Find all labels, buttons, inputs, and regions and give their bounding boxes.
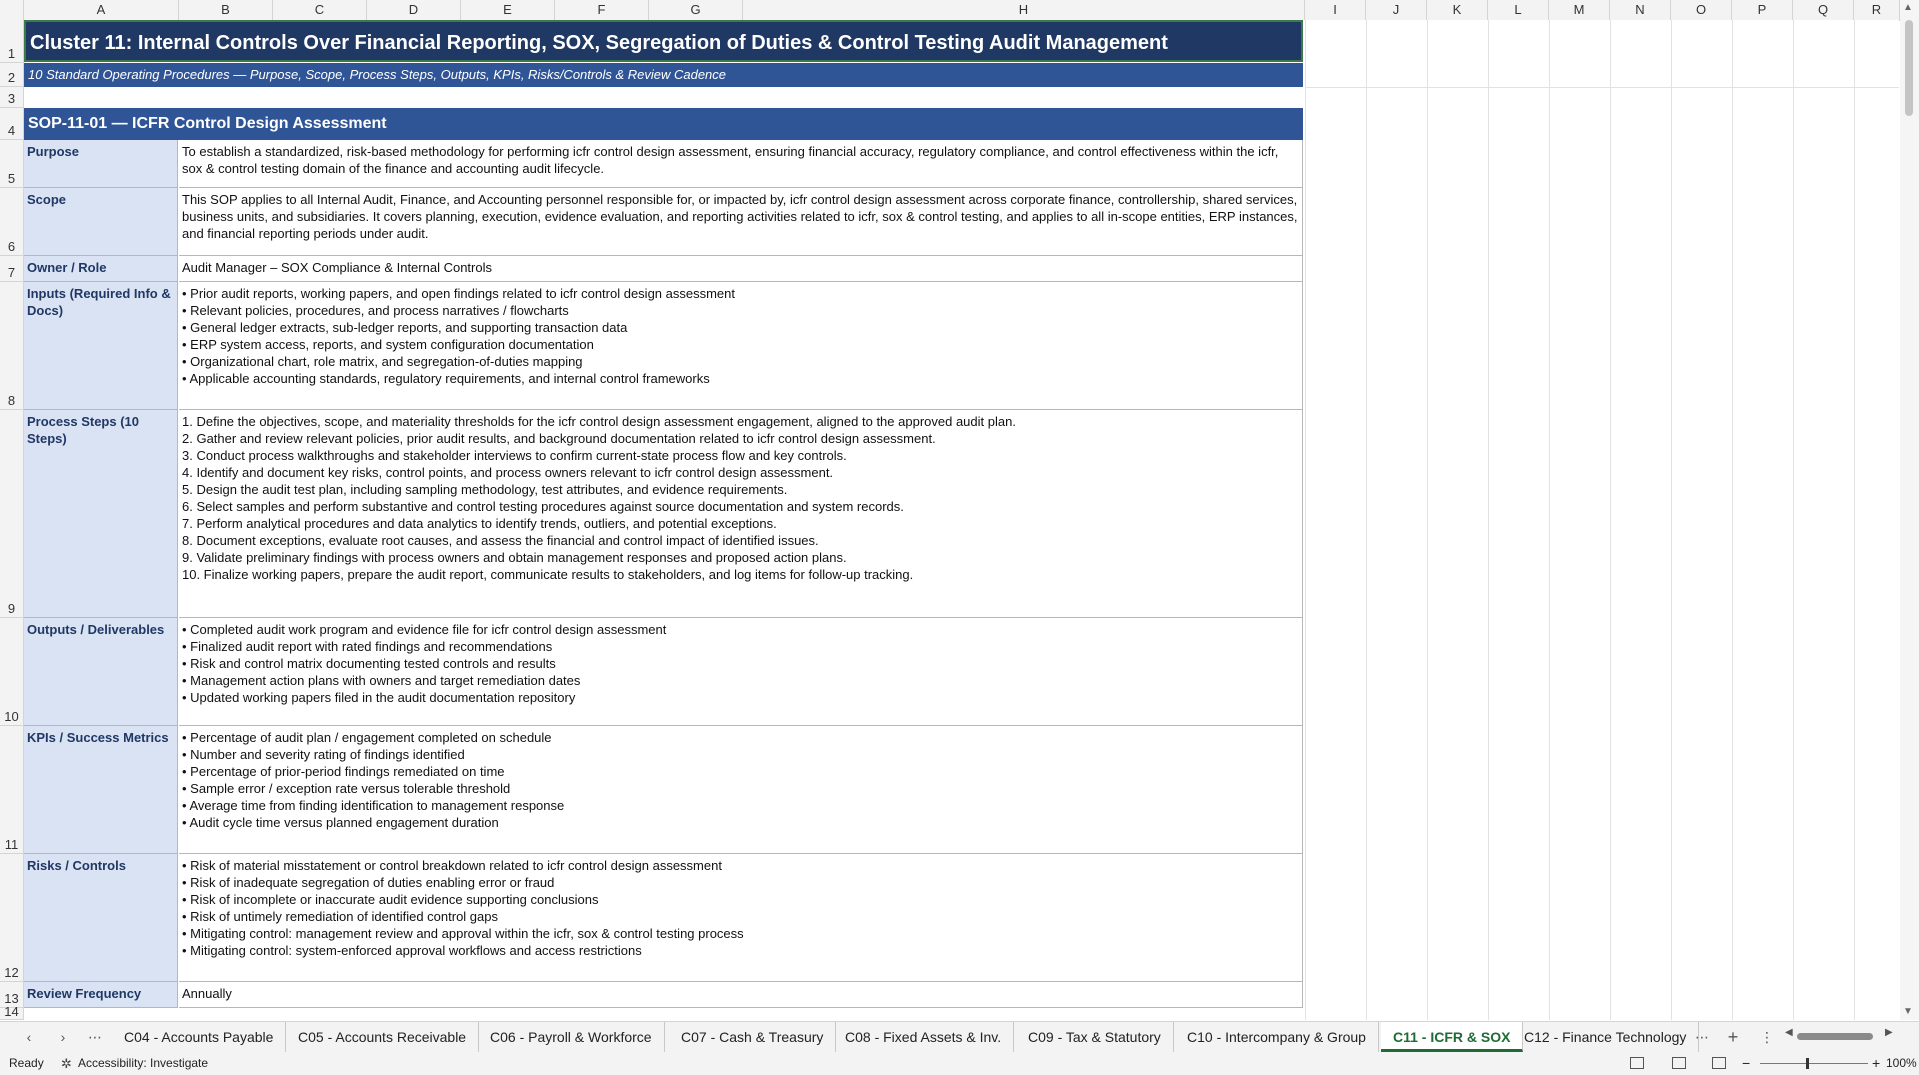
more-sheets-right-icon[interactable]: ⋯	[1695, 1029, 1709, 1045]
cell-text-line: 4. Identify and document key risks, control points, and process owners relevant to icfr control design assessment.	[182, 465, 834, 480]
select-all-corner[interactable]	[0, 0, 24, 20]
scroll-up-icon[interactable]: ▲	[1903, 2, 1913, 13]
gridline	[1305, 87, 1899, 88]
cell-text-line: • Audit cycle time versus planned engagement duration	[182, 815, 499, 830]
zoom-in-icon[interactable]: +	[1872, 1055, 1881, 1071]
cell-text-line: • Percentage of prior-period findings remediated on time	[182, 764, 505, 779]
gridline	[1427, 20, 1428, 1020]
sheet-subtitle-cell[interactable]: 10 Standard Operating Procedures — Purpose, Scope, Process Steps, Outputs, KPIs, Risks/Controls & Review Cadence	[24, 63, 1303, 87]
horizontal-scrollbar[interactable]	[1785, 1027, 1895, 1041]
scope-label[interactable]: Scope	[24, 188, 178, 256]
cell-text-line: • Mitigating control: management review and approval within the icfr, sox & control testing process	[182, 926, 744, 941]
cell-text-line: 6. Select samples and perform substantive and control testing procedures against source documentation and system records.	[182, 499, 904, 514]
cell-text-line: To establish a standardized, risk-based methodology for performing icfr control design assessment, ensuring financial accuracy, regulatory compliance, and control effectiveness within the icfr, sox & control testing domain of the finance and accounting audit lifecycle.	[182, 144, 1279, 176]
review-frequency-value[interactable]	[179, 982, 1303, 1008]
process-steps-value[interactable]	[179, 410, 1303, 618]
sheet-title-cell[interactable]: Cluster 11: Internal Controls Over Financial Reporting, SOX, Segregation of Duties & Control Testing Audit Management	[24, 20, 1303, 62]
cell-text-line: • Completed audit work program and evidence file for icfr control design assessment	[182, 622, 667, 637]
inputs-label[interactable]: Inputs (Required Info & Docs)	[24, 282, 178, 410]
tab-c12[interactable]: C12 - Finance Technology	[1512, 1022, 1699, 1052]
column-header-L[interactable]: L	[1488, 0, 1549, 20]
cell-text-line: • Applicable accounting standards, regulatory requirements, and internal control frameworks	[182, 371, 710, 386]
cell-text-line: 5. Design the audit test plan, including sampling methodology, test attributes, and evidence requirements.	[182, 482, 788, 497]
cell-text-line: 8. Document exceptions, evaluate root causes, and assess the financial and control impact of identified issues.	[182, 533, 819, 548]
owner-label[interactable]: Owner / Role	[24, 256, 178, 282]
row-header-13[interactable]: 13	[0, 982, 23, 1008]
cell-text-line: Annually	[182, 986, 232, 1001]
next-sheet-icon[interactable]: ›	[60, 1029, 66, 1045]
review-frequency-label[interactable]: Review Frequency	[24, 982, 178, 1008]
row-header-9[interactable]: 9	[0, 410, 23, 618]
cell-text-line: 2. Gather and review relevant policies, prior audit results, and background documentation related to icfr control design assessment.	[182, 431, 936, 446]
gridline	[1488, 20, 1489, 1020]
column-header-M[interactable]: M	[1549, 0, 1610, 20]
add-sheet-icon[interactable]: +	[1727, 1027, 1739, 1047]
sheet-options-icon[interactable]: ⋮	[1760, 1029, 1774, 1045]
cell-text-line: • Risk of inadequate segregation of duties enabling error or fraud	[182, 875, 555, 890]
horizontal-scroll-thumb[interactable]	[1797, 1033, 1873, 1040]
cell-text-line: • Updated working papers filed in the audit documentation repository	[182, 690, 576, 705]
tab-c11[interactable]: C11 - ICFR & SOX	[1381, 1022, 1523, 1052]
gridline	[1671, 20, 1672, 1020]
kpis-value[interactable]	[179, 726, 1303, 854]
row-header-5[interactable]: 5	[0, 140, 23, 188]
cell-text-line: This SOP applies to all Internal Audit, Finance, and Accounting personnel responsible for, or impacted by, icfr control design assessment across corporate finance, controllership, shared services, business units, and subsidiaries. It covers planning, execution, evidence evaluation, and reporting activities related to icfr, sox & control testing, and applies to all in-scope entities, ERP instances, and financial reporting periods under audit.	[182, 192, 1298, 241]
cell-text-line: • Organizational chart, role matrix, and segregation-of-duties mapping	[182, 354, 583, 369]
gridline	[1366, 20, 1367, 1020]
gridline	[1610, 20, 1611, 1020]
row-header-8[interactable]: 8	[0, 282, 23, 410]
cell-text-line: Audit Manager – SOX Compliance & Internal Controls	[182, 260, 492, 275]
column-header-F[interactable]: F	[555, 0, 649, 20]
column-header-G[interactable]: G	[649, 0, 743, 20]
ready-status: Ready	[9, 1056, 44, 1070]
tab-c07[interactable]: C07 - Cash & Treasury	[669, 1022, 836, 1052]
tab-c10[interactable]: C10 - Intercompany & Group	[1175, 1022, 1379, 1052]
column-header-I[interactable]: I	[1305, 0, 1366, 20]
cell-text-line: • Average time from finding identification to management response	[182, 798, 565, 813]
risks-value[interactable]	[179, 854, 1303, 982]
tab-c06[interactable]: C06 - Payroll & Workforce	[478, 1022, 665, 1052]
cell-text-line: • Relevant policies, procedures, and process narratives / flowcharts	[182, 303, 569, 318]
cell-text-line: • Number and severity rating of findings identified	[182, 747, 465, 762]
cell-text-line: • Risk of untimely remediation of identified control gaps	[182, 909, 498, 924]
gridline	[1305, 20, 1306, 1020]
outputs-value[interactable]	[179, 618, 1303, 726]
cell-text-line: • Prior audit reports, working papers, and open findings related to icfr control design assessment	[182, 286, 736, 301]
risks-label[interactable]: Risks / Controls	[24, 854, 178, 982]
row-header-12[interactable]: 12	[0, 854, 23, 982]
zoom-slider[interactable]	[1760, 1063, 1868, 1064]
page-layout-view-icon[interactable]	[1672, 1057, 1686, 1069]
purpose-label[interactable]: Purpose	[24, 140, 178, 188]
row-header-bar	[0, 20, 24, 1020]
row-header-14[interactable]: 14	[0, 1008, 23, 1020]
prev-sheet-icon[interactable]: ‹	[26, 1029, 32, 1045]
sheet-tab-bar	[0, 1021, 1919, 1052]
gridline	[1732, 20, 1733, 1020]
column-header-A[interactable]: A	[24, 0, 179, 20]
scroll-down-icon[interactable]: ▼	[1903, 1006, 1913, 1017]
cell-text-line: • Finalized audit report with rated findings and recommendations	[182, 639, 553, 654]
page-break-view-icon[interactable]	[1712, 1057, 1726, 1069]
outputs-label[interactable]: Outputs / Deliverables	[24, 618, 178, 726]
normal-view-icon[interactable]	[1630, 1057, 1644, 1069]
column-header-H[interactable]: H	[743, 0, 1305, 20]
row-header-7[interactable]: 7	[0, 256, 23, 282]
vertical-scrollbar[interactable]	[1900, 0, 1919, 1020]
scroll-right-icon[interactable]: ▶	[1885, 1027, 1893, 1038]
row-header-1[interactable]: 1	[0, 20, 23, 63]
purpose-value[interactable]	[179, 140, 1303, 188]
process-steps-label[interactable]: Process Steps (10 Steps)	[24, 410, 178, 618]
scope-value[interactable]	[179, 188, 1303, 256]
cell-text-line: • ERP system access, reports, and system configuration documentation	[182, 337, 594, 352]
gridline	[1793, 20, 1794, 1020]
cell-text-line: • Risk of incomplete or inaccurate audit evidence supporting conclusions	[182, 892, 599, 907]
column-header-N[interactable]: N	[1610, 0, 1671, 20]
accessibility-icon[interactable]: ✲	[61, 1056, 72, 1071]
cell-text-line: • Risk of material misstatement or control breakdown related to icfr control design assessment	[182, 858, 722, 873]
cell-text-line: • Risk and control matrix documenting tested controls and results	[182, 656, 556, 671]
gridline	[1854, 20, 1855, 1020]
zoom-level[interactable]: 100%	[1886, 1056, 1917, 1070]
accessibility-status[interactable]: Accessibility: Investigate	[78, 1056, 209, 1070]
inputs-value[interactable]	[179, 282, 1303, 410]
tab-c04[interactable]: C04 - Accounts Payable	[112, 1022, 286, 1052]
zoom-out-icon[interactable]: −	[1742, 1055, 1751, 1071]
row-header-3[interactable]: 3	[0, 87, 23, 108]
column-header-O[interactable]: O	[1671, 0, 1732, 20]
column-header-Q[interactable]: Q	[1793, 0, 1854, 20]
cell-text-line: 9. Validate preliminary findings with process owners and obtain management responses and proposed action plans.	[182, 550, 847, 565]
vertical-scroll-thumb[interactable]	[1905, 20, 1913, 116]
cell-text-line: • Sample error / exception rate versus tolerable threshold	[182, 781, 511, 796]
cell-text-line: • Mitigating control: system-enforced approval workflows and access restrictions	[182, 943, 642, 958]
more-sheets-left-icon[interactable]: ⋯	[88, 1029, 102, 1045]
row-header-4[interactable]: 4	[0, 108, 23, 140]
column-header-bar	[0, 0, 1919, 21]
row-header-10[interactable]: 10	[0, 618, 23, 726]
owner-value[interactable]	[179, 256, 1303, 282]
status-bar	[0, 1052, 1919, 1075]
cell-text-line: 3. Conduct process walkthroughs and stakeholder interviews to confirm current-state process flow and key controls.	[182, 448, 847, 463]
cell-text-line: 7. Perform analytical procedures and data analytics to identify trends, outliers, and potential exceptions.	[182, 516, 777, 531]
zoom-slider-thumb[interactable]	[1806, 1058, 1809, 1069]
row-header-6[interactable]: 6	[0, 188, 23, 256]
column-header-C[interactable]: C	[273, 0, 367, 20]
column-header-E[interactable]: E	[461, 0, 555, 20]
column-header-B[interactable]: B	[179, 0, 273, 20]
cell-text-line: • Management action plans with owners and target remediation dates	[182, 673, 581, 688]
tab-c05[interactable]: C05 - Accounts Receivable	[286, 1022, 479, 1052]
column-header-K[interactable]: K	[1427, 0, 1488, 20]
cell-text-line: • Percentage of audit plan / engagement completed on schedule	[182, 730, 552, 745]
row-header-2[interactable]: 2	[0, 63, 23, 87]
sop-header-cell[interactable]: SOP-11-01 — ICFR Control Design Assessment	[24, 108, 1303, 140]
cell-text-line: • General ledger extracts, sub-ledger reports, and supporting transaction data	[182, 320, 628, 335]
gridline	[1549, 20, 1550, 1020]
cell-text-line: 1. Define the objectives, scope, and materiality thresholds for the icfr control design assessment engagement, aligned to the approved audit plan.	[182, 414, 1016, 429]
column-header-P[interactable]: P	[1732, 0, 1793, 20]
column-header-D[interactable]: D	[367, 0, 461, 20]
kpis-label[interactable]: KPIs / Success Metrics	[24, 726, 178, 854]
tab-c09[interactable]: C09 - Tax & Statutory	[1016, 1022, 1174, 1052]
row-header-11[interactable]: 11	[0, 726, 23, 854]
cell-text-line: 10. Finalize working papers, prepare the audit report, communicate results to stakeholders, and log items for follow-up tracking.	[182, 567, 914, 582]
tab-c08[interactable]: C08 - Fixed Assets & Inv.	[833, 1022, 1014, 1052]
worksheet-grid[interactable]	[24, 20, 1899, 1020]
column-header-J[interactable]: J	[1366, 0, 1427, 20]
scroll-left-icon[interactable]: ◀	[1785, 1027, 1793, 1038]
column-header-R[interactable]: R	[1854, 0, 1900, 20]
